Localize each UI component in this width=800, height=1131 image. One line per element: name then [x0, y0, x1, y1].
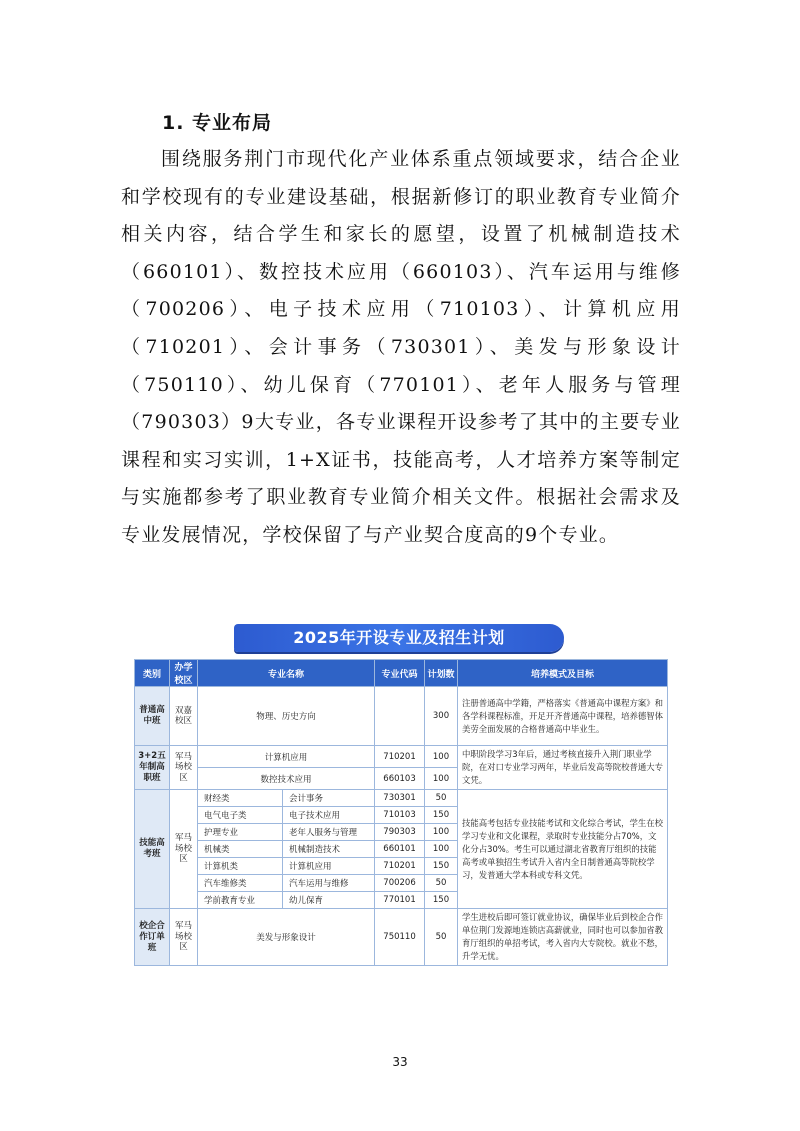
header-campus: 办学校区: [170, 660, 198, 687]
count-cell: 100: [425, 768, 458, 790]
code-cell: 710201: [375, 746, 425, 768]
count-cell: 100: [425, 841, 458, 858]
count-cell: 50: [425, 875, 458, 892]
code-cell: 730301: [375, 790, 425, 807]
major-cell: 汽车运用与维修: [283, 875, 375, 892]
count-cell: 100: [425, 824, 458, 841]
table-row: [135, 746, 668, 768]
major-cell: 数控技术应用: [198, 768, 375, 790]
goal-cell: 注册普通高中学籍，严格落实《普通高中课程方案》和各学科课程标准，开足开齐普通高中课程，培养德智体美劳全面发展的合格普通高中毕业生。: [458, 687, 668, 746]
code-cell: 660101: [375, 841, 425, 858]
campus-cell: 双嘉校区: [170, 687, 198, 746]
group-cell: 电气电子类: [198, 807, 283, 824]
major-cell: 幼儿保育: [283, 892, 375, 909]
enrollment-plan-table: [134, 659, 668, 966]
count-cell: 100: [425, 746, 458, 768]
major-cell: 计算机应用: [198, 746, 375, 768]
category-cell: 普通高中班: [135, 687, 170, 746]
major-cell: 老年人服务与管理: [283, 824, 375, 841]
group-cell: 计算机类: [198, 858, 283, 875]
count-cell: 300: [425, 687, 458, 746]
goal-cell: 学生进校后即可签订就业协议，确保毕业后到校企合作单位荆门发源地连锁店高薪就业，同时也可以参加省教育厅组织的单招考试，考入省内大专院校。就业不愁，升学无忧。: [458, 909, 668, 966]
major-cell: 美发与形象设计: [198, 909, 375, 966]
header-code: 专业代码: [375, 660, 425, 687]
group-cell: 学前教育专业: [198, 892, 283, 909]
section-paragraph: 围绕服务荆门市现代化产业体系重点领域要求，结合企业和学校现有的专业建设基础，根据新修订的职业教育专业简介相关内容，结合学生和家长的愿望，设置了机械制造技术（660101）、数控技术应用（660103）、汽车运用与维修（700206）、电子技术应用（710103）、计算机应用（710201）、会计事务（730301）、美发与形象设计（750110）、幼儿保育（770101）、老年人服务与管理（790303）9大专业，各专业课程开设参考了其中的主要专业课程和实习实训，1+X证书，技能高考，人才培养方案等制定与实施都参考了职业教育专业简介相关文件。根据社会需求及专业发展情况，学校保留了与产业契合度高的9个专业。: [121, 148, 681, 546]
count-cell: 150: [425, 858, 458, 875]
group-cell: 护理专业: [198, 824, 283, 841]
code-cell: 700206: [375, 875, 425, 892]
header-count: 计划数: [425, 660, 458, 687]
major-cell: 电子技术应用: [283, 807, 375, 824]
code-cell: 660103: [375, 768, 425, 790]
table-row: [135, 790, 668, 807]
section-heading: 1. 专业布局: [162, 112, 273, 134]
goal-cell: 技能高考包括专业技能考试和文化综合考试，学生在校学习专业和文化课程，录取时专业技能分占70%，文化分占30%。考生可以通过湖北省教育厅组织的技能高考或单独招生考试升入省内全日制普通高等院校学习，发普通大学本科或专科文凭。: [458, 790, 668, 909]
category-cell: 3+2五年制高职班: [135, 746, 170, 790]
group-cell: 财经类: [198, 790, 283, 807]
code-cell: 770101: [375, 892, 425, 909]
table-header-row: [135, 660, 668, 687]
header-major: 专业名称: [198, 660, 375, 687]
header-category: 类别: [135, 660, 170, 687]
campus-cell: 军马场校区: [170, 790, 198, 909]
code-cell: 750110: [375, 909, 425, 966]
major-cell: 会计事务: [283, 790, 375, 807]
major-cell: 计算机应用: [283, 858, 375, 875]
code-cell: 790303: [375, 824, 425, 841]
count-cell: 150: [425, 892, 458, 909]
count-cell: 50: [425, 909, 458, 966]
plan-title-banner: 2025年开设专业及招生计划: [234, 624, 564, 652]
count-cell: 150: [425, 807, 458, 824]
campus-cell: 军马场校区: [170, 746, 198, 790]
category-cell: 校企合作订单班: [135, 909, 170, 966]
campus-cell: 军马场校区: [170, 909, 198, 966]
major-cell: 物理、历史方向: [198, 687, 375, 746]
goal-cell: 中职阶段学习3年后，通过考核直接升入荆门职业学院，在对口专业学习两年，毕业后发高等院校普通大专文凭。: [458, 746, 668, 790]
code-cell: 710103: [375, 807, 425, 824]
page-number: 33: [392, 1055, 408, 1069]
code-cell: [375, 687, 425, 746]
table-row: [135, 687, 668, 746]
group-cell: 汽车维修类: [198, 875, 283, 892]
count-cell: 50: [425, 790, 458, 807]
code-cell: 710201: [375, 858, 425, 875]
table-row: [135, 909, 668, 966]
major-cell: 机械制造技术: [283, 841, 375, 858]
category-cell: 技能高考班: [135, 790, 170, 909]
group-cell: 机械类: [198, 841, 283, 858]
header-goal: 培养模式及目标: [458, 660, 668, 687]
